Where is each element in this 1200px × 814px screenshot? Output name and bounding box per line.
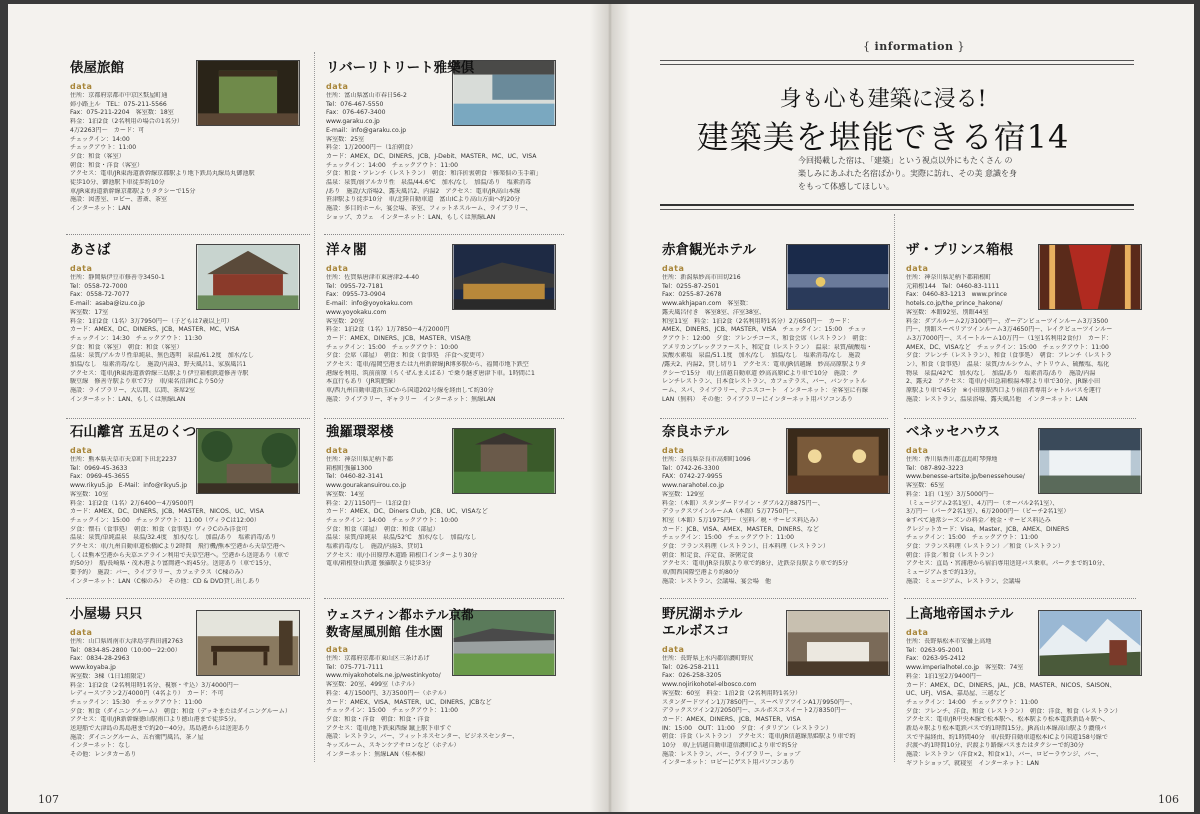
data-label: data: [906, 264, 929, 273]
detail-line: www.nojirikohotel-elbosco.com: [662, 681, 757, 689]
detail-line: 朝食：和定食、洋定食、茶粥定食: [662, 551, 754, 559]
detail-line: 客室数：20室: [326, 317, 365, 325]
detail-line: デラックスツイン2万2050円～、エルボスコスイート2万8350円～: [662, 707, 847, 715]
detail-line: hotels.co.jp/the_prince_hakone/: [906, 300, 1003, 308]
detail-line: 夕食：和食（客室）: [70, 152, 125, 160]
detail-line: 客室数：129室: [662, 490, 705, 498]
detail-line: 露天風呂付き 客室8室、洋室38室、: [662, 308, 766, 316]
detail-line: 客室数：3棟（1日1組限定）: [70, 672, 149, 680]
detail-line: チェックイン：14:00: [70, 135, 130, 143]
detail-line: 料金：2万1150円～（1泊2食）: [326, 499, 415, 507]
detail-line: 夕食：フランス料理（レストラン）／和食（レストラン）: [906, 543, 1064, 551]
detail-line: 客室数：本館92室、別館44室: [906, 308, 989, 316]
detail-line: 夕食：和食（客室） 朝食：和食（客室）: [70, 343, 183, 351]
detail-line: Fax：026-258-3205: [662, 672, 722, 680]
detail-line: 料金：（本館）スタンダードツイン・ダブル2万8875円～、: [662, 499, 824, 507]
data-label: data: [326, 264, 349, 273]
detail-line: 住所：富山県富山市春日56-2: [326, 92, 407, 99]
hotel-name: 赤倉観光ホテル: [662, 242, 756, 258]
detail-line: www.miyakohotels.ne.jp/westinkyoto/: [326, 672, 441, 680]
page-number-right: 106: [1158, 793, 1179, 806]
detail-line: 住所：熊本県天草市天草町下田北2237: [70, 456, 177, 463]
detail-line: Tel：0834-85-2800（10:00～22:00）: [70, 646, 181, 654]
page-gutter: [590, 4, 630, 812]
hotel-entry-prince-hakone: [906, 242, 1140, 416]
detail-line: www.gourakansuirou.co.jp: [326, 482, 407, 490]
detail-line: UC、UFJ、VISA、嘉島屋、三越など: [906, 690, 1006, 698]
detail-line: 和室11室 料金：1泊2食（2名利用時1名分）2万650円～ カード：: [662, 317, 854, 325]
detail-line: Tel：0742-26-3300: [662, 464, 720, 472]
hotel-details: [70, 456, 308, 587]
detail-line: 夕食：懐石（食事処） 朝食：和食（食事処）ヴィラCのみ洋食可: [70, 525, 248, 533]
detail-line: 加温/なし 塩素消毒/なし 施設/内湯3、野天風呂1、家族風呂1: [70, 361, 247, 369]
detail-line: 夕食：和食（部屋） 朝食：和食（部屋）: [326, 525, 439, 533]
page-number-left: 107: [38, 793, 59, 806]
detail-line: Tel：0969-45-3633: [70, 464, 128, 472]
header-rule: [660, 209, 1134, 210]
detail-line: www.garaku.co.jp: [326, 118, 380, 126]
detail-line: 住所：山口県周南市大津島字西田浦2763: [70, 638, 184, 645]
detail-line: 客室数：20室、499室（ホテル）: [326, 681, 419, 689]
entry-separator: [324, 234, 564, 235]
detail-line: 箱根町強羅1300: [326, 464, 372, 472]
hotel-entry-benesse: [906, 424, 1140, 596]
detail-line: カード：JCB、VISA、AMEX、MASTER、DINERS、など: [662, 525, 819, 533]
entry-separator: [66, 234, 310, 235]
detail-line: カード：AMEX、DC、DINERS、JCB、MASTER、NICOS、UC、VISA: [70, 508, 264, 516]
detail-line: E-mail：asaba@izu.co.jp: [70, 300, 145, 308]
hotel-details: [70, 92, 308, 214]
detail-line: 料金：1泊1室2万9400円～: [906, 672, 982, 680]
detail-line: アクセス：車/九州自動車道松橋ICより2時間 飛行機/熊本空港から天草空港へ: [70, 543, 285, 551]
data-label: data: [906, 628, 929, 637]
hotel-name: 強羅環翠楼: [326, 424, 394, 440]
hotel-details: [662, 456, 888, 587]
entry-separator: [904, 598, 1136, 599]
detail-line: 住所：静岡県伊豆市修善寺3450-1: [70, 274, 165, 281]
detail-line: 夕食：和食（ダイニングルーム） 朝食：和食（デッキまたはダイニングルーム）: [70, 707, 291, 715]
detail-line: カード：AMEX、DC、DINERS、JCB、J-Debit、MASTER、MC、UC、VISA: [326, 152, 537, 160]
detail-line: カード：AMEX、DINERS、JCB、MASTER、VISA他: [326, 334, 471, 342]
detail-line: ム3万7000円～、スイートルーム10万円～（1室1名利用2食付） カード：: [906, 334, 1113, 342]
detail-line: www.imperialhotel.co.jp 客室数：74室: [906, 664, 1024, 672]
hotel-entry-kasuien: [326, 606, 566, 776]
hotel-details: [906, 456, 1140, 587]
detail-line: 朝食：洋食（レストラン） アクセス：電車/JR信越線黒姫駅より車で約: [662, 733, 856, 741]
detail-line: 和室（本館）5万1975円～（室料／税・サービス料込み）: [662, 516, 822, 524]
detail-line: 客室数：60室 料金：1泊2食（2名利用時1名分）: [662, 689, 802, 697]
detail-line: アクセス：直島・宮浦港から宿泊専用送迎バス乗車。パークまで約10分、: [906, 560, 1109, 568]
detail-line: チェックイン：14:00 チェックアウト：10:00: [326, 516, 458, 524]
detail-line: インターネット：LAN、もしくは無線LAN: [70, 395, 186, 403]
detail-line: 夕食：フレンチ（レストラン）、和食（食事処） 朝食：フレンチ（レストラ: [906, 352, 1113, 360]
hotel-entry-elbosco: [662, 606, 888, 776]
detail-line: Tel：0263-95-2001: [906, 646, 964, 654]
hotel-entry-kamikochi: [906, 606, 1140, 776]
section-label: { information }: [854, 40, 974, 53]
hotel-name: 奈良ホテル: [662, 424, 729, 440]
column-divider: [314, 52, 315, 762]
detail-line: アクセス：車/小田原厚木道路 箱根口インターより30分: [326, 551, 478, 559]
hotel-entry-tawaraya: [70, 60, 308, 232]
detail-line: 姉小路上ル TEL：075-211-5566: [70, 100, 167, 108]
detail-line: 車/西九州自動車道浜玉ICから国道202号線を経由して約30分: [326, 387, 494, 395]
detail-line: Fax：0955-73-0904: [326, 291, 386, 299]
detail-line: キッズルーム、スキンケアサロンなど（ホテル）: [326, 742, 460, 750]
detail-line: Tel：0460-82-3141: [326, 473, 384, 481]
detail-line: 温泉：泉質/単純温泉 泉温/32.4度 加水/なし 加温/あり 塩素消毒/あり: [70, 534, 277, 542]
detail-line: 物泉 泉温/42℃ 加水/なし 加温/あり 塩素消毒/あり 施設/内湯: [906, 369, 1096, 377]
hotel-entry-nara-hotel: [662, 424, 888, 596]
hotel-details: [906, 638, 1140, 769]
detail-line: 駿豆線 修善寺駅より車で7分 車/東名沼津ICより50分: [70, 378, 224, 386]
detail-line: 客室数：14室: [326, 490, 365, 498]
detail-line: 3万円～（パーク2名1室）、6万2000円～（ビーチ2名1室）: [906, 508, 1070, 516]
detail-line: 施設：ミュージアム、レストラン、会議場: [906, 577, 1021, 585]
data-label: data: [326, 645, 349, 654]
detail-line: 朝食：和食・洋食（客室）: [70, 161, 144, 169]
detail-line: 住所：新潟県妙高市田切216: [662, 274, 741, 281]
detail-line: 料金：1泊2食（2名利用の場合の1名分）: [70, 118, 184, 126]
detail-line: 塩素消毒/なし 施設/内湯3、貸切1: [326, 543, 424, 551]
detail-line: 夕食：和食・洋食 朝食：和食・洋食: [326, 715, 430, 723]
entry-separator: [324, 598, 564, 599]
entry-separator: [660, 418, 888, 419]
detail-line: Tel：0558-72-7000: [70, 282, 128, 290]
detail-line: Fax：075-211-2204 客室数：18室: [70, 109, 174, 117]
detail-line: 車/JR東海道新幹線京都駅よりタクシーで15分: [70, 187, 196, 195]
detail-line: 施設：レストラン、バー、フィットネスセンター、ビジネスセンター、: [326, 733, 519, 741]
detail-line: www.narahotel.co.jp: [662, 482, 724, 490]
detail-line: www.koyaba.jp: [70, 664, 116, 672]
hotel-name: ザ・プリンス箱根: [906, 242, 1014, 258]
detail-line: チェックイン：15:00 チェックアウト：11:00（ヴィラCは12:00）: [70, 516, 260, 524]
detail-line: カード：AMEX、DC、Diners Club、JCB、UC、VISAなど: [326, 508, 488, 516]
detail-line: クシーで15分 車/上信越自動車道 妙高高原ICより車で10分 施設：ク: [662, 369, 859, 377]
hotel-details: [906, 274, 1140, 405]
detail-line: 2、露天2 アクセス：電車/小田急箱根湯本駅より車で30分、JR線小田: [906, 378, 1101, 386]
detail-line: チェックアウト：11:00: [70, 144, 137, 152]
hotel-name: 上高地帝国ホテル: [906, 606, 1014, 622]
detail-line: アクセス：電車/JR奈良駅より車で約8分、近鉄奈良駅より車で約5分: [662, 560, 849, 568]
entry-separator: [324, 418, 564, 419]
hotel-details: [326, 655, 566, 759]
detail-line: レンチレストラン、日本食レストラン、カフェテラス、バー、バンケットル: [662, 378, 867, 386]
detail-line: ミュージアムまで約13分。: [906, 569, 981, 577]
detail-line: 夕食：和食・フレンチ（レストラン） 朝食：和洋折衷朝食「雅楽倶の玉手箱」: [326, 170, 542, 178]
header-rule: [660, 64, 1134, 65]
detail-line: Fax：076-467-3400: [326, 109, 386, 117]
detail-line: インターネット：LAN（C棟のみ） その他：CD & DVD貸し出しあり: [70, 577, 261, 585]
detail-line: 円～、別館スーペリアツインルーム3万4650円～、レイクビューツインルー: [906, 326, 1113, 334]
detail-line: インターネット：なし: [70, 742, 131, 750]
detail-line: アメリカンブレックファースト、和定食（レストラン） 温泉：泉質/硫酸塩・: [662, 343, 873, 351]
detail-line: 4万2263円～ カード：可: [70, 126, 145, 134]
detail-line: インターネット：LAN: [70, 205, 131, 213]
magazine-spread: [8, 4, 1194, 812]
detail-line: チェックイン：15:30 チェックアウト：11:00: [70, 698, 202, 706]
detail-line: 施設：ライブラリー、大広間、広間、茶席2室: [70, 387, 196, 395]
detail-line: 車/関西国際空港より約80分: [662, 569, 739, 577]
entry-separator: [66, 418, 310, 419]
detail-line: ショップ、カフェ インターネット：LAN、もしくは無線LAN: [326, 213, 496, 221]
detail-line: 施設：レストラン、バー、ライブラリー、ショップ: [662, 750, 801, 758]
detail-line: カード：AMEX、DC、DINERS、JAL、JCB、MASTER、NICOS、SAISON、: [906, 681, 1116, 689]
detail-line: 温泉：泉質/弱アルカリ性 泉温/44.6℃ 加水/なし 加温/あり 塩素消毒: [326, 179, 532, 187]
detail-line: カード：AMEX、VISA、MASTER、UC、DINERS、JCBなど: [326, 698, 492, 706]
data-label: data: [662, 264, 685, 273]
header-rule: [660, 204, 1134, 206]
detail-line: チェックイン：15:00 チェックアウト：10:00: [326, 343, 458, 351]
detail-line: 住所：香川県香川郡直島町琴弾地: [906, 456, 998, 463]
detail-line: www.benesse-artsite.jp/benessehouse/: [906, 473, 1025, 481]
detail-line: カード：AMEX、DC、DINERS、JCB、MASTER、MC、VISA: [70, 326, 240, 334]
detail-line: 要予約） 施設：バー、ライブラリー、カフェテラス（C棟のみ）: [70, 569, 247, 577]
hotel-entry-akakura: [662, 242, 888, 416]
detail-line: 朝食：洋食／和食（レストラン）: [906, 551, 998, 559]
hotel-name: 俵屋旅館: [70, 60, 124, 76]
detail-line: 客室数：10室: [70, 490, 109, 498]
detail-line: Fax：0834-28-2963: [70, 655, 130, 663]
detail-line: チェックイン：15:00 チェックアウト：11:00: [326, 707, 458, 715]
detail-line: 夕食：会席（部屋） 朝食：和食（食事処 洋食へ変更可）: [326, 352, 488, 360]
detail-line: レディースプラン2万4000円（4名より） カード：不可: [70, 690, 224, 698]
hotel-name: ウェスティン都ホテル京都 数寄屋風別館 佳水園: [326, 607, 474, 639]
detail-line: クレジットカード：Visa、Master、JCB、AMEX、DINERS: [906, 525, 1070, 533]
detail-line: デラックスツインルームA（本館）5万7750円～、: [662, 508, 801, 516]
detail-line: Fax：0255-87-2678: [662, 291, 722, 299]
detail-line: 施設：レストラン、会議場、宴会場 他: [662, 577, 772, 585]
detail-line: 料金：ダブルルーム2万3100円～、ガーデンビューツインルーム3万3500: [906, 317, 1109, 325]
data-label: data: [662, 446, 685, 455]
detail-line: 原駅より車で45分 ※小田原駅西口より宿泊者専用シャトルバスを運行: [906, 387, 1102, 395]
detail-line: E-mail：info@yoyokaku.com: [326, 300, 413, 308]
detail-line: 10分 車/上信越自動車道信濃町ICより車で約5分: [662, 742, 798, 750]
detail-line: www.yoyokaku.com: [326, 308, 387, 316]
detail-line: しくは熊本空港から天草エアライン利用で天草空港へ。空港から送迎あり（車で: [70, 551, 290, 559]
detail-line: チェックイン：14:00 チェックアウト：11:00: [906, 698, 1038, 706]
detail-line: チェックイン：14:30 チェックアウト：11:30: [70, 334, 202, 342]
detail-line: ※すべて通常シーズンの料金／税金・サービス料込み: [906, 516, 1051, 524]
detail-line: チェックイン：15:00 チェックアウト：11:00: [906, 534, 1038, 542]
detail-line: 施設：ライブラリー、ギャラリー インターネット：無線LAN: [326, 395, 496, 403]
detail-line: アクセス：電車/JR新幹線徳山駅南口より徳山港まで徒歩5分。: [70, 716, 241, 724]
detail-line: 夕食：フランス料理（レストラン）、日本料理（レストラン）: [662, 543, 830, 551]
detail-line: 住所：京都府京都市中京区麩屋町通: [70, 92, 168, 99]
hotel-name: 小屋場 只只: [70, 606, 143, 622]
detail-line: IN：15:00 OUT：11:00 夕食：イタリアン（レストラン）: [662, 724, 832, 732]
data-label: data: [70, 628, 93, 637]
hotel-details: [326, 456, 566, 569]
kicker: 身も心も建築に浸る!: [779, 87, 987, 112]
detail-line: 料金：1万2000円～（1泊朝食）: [326, 144, 417, 152]
detail-line: www.akhjapan.com 客室数：: [662, 300, 752, 308]
detail-line: インターネット：無線LAN（桂本棟）: [326, 750, 430, 758]
data-label: data: [326, 82, 349, 91]
detail-line: アクセス：電車/福岡空港または九州新幹線JR博多駅から、福岡市地下鉄空: [326, 361, 529, 369]
detail-line: 施設：多目的ホール、宴会場、茶室、フィットネスルーム、ライブラリー、: [326, 205, 532, 213]
detail-line: スで平湯経由、約1時間40分 車/長野自動車道松本ICより国道158号線で: [906, 733, 1108, 741]
hotel-entry-kansuirou: [326, 424, 566, 596]
column-divider: [894, 214, 895, 762]
detail-line: （ミュージアム2名1室）、4万円～（オーバル2名1室）、: [906, 499, 1059, 507]
detail-line: アクセス：電車/JR中央本線で松本駅へ、松本駅より松本電鉄新島々駅へ、: [906, 716, 1109, 724]
detail-line: 本直行もあり（JR筑肥線）: [326, 378, 400, 386]
lede-text: 今回掲載した宿は、「建築」という視点以外にもたくさん の楽しみにあふれた名宿ばかり。実際に訪れ、その美 意識を身をもって体感してほしい。: [798, 156, 1018, 191]
detail-line: 住所：神奈川県足柄下郡: [326, 456, 394, 463]
detail-line: その他：レンタカーあり: [70, 751, 137, 759]
detail-line: 徒歩10分、御池駅下車徒歩約10分: [70, 179, 165, 187]
detail-line: /あり 施設/大浴場2、露天風呂2、内湯2 アクセス：電車/JR高山本線: [326, 187, 521, 195]
detail-line: アクセス：電車/JR東海道新幹線三島駅より伊豆箱根鉄道修善寺駅: [70, 369, 249, 377]
detail-line: 夕食：フレンチ、洋食、和食（レストラン） 朝食：洋食、和食（レストラン）: [906, 707, 1122, 715]
detail-line: 沢渡へ約1時間10分、沢渡より路線バスまたはタクシーで約30分: [906, 742, 1084, 750]
detail-line: インターネット：ロビーにゲスト用パソコンあり: [662, 759, 795, 767]
detail-line: 住所：佐賀県唐津市東唐津2-4-40: [326, 274, 420, 281]
hotel-name: 石山離宮 五足のくつ: [70, 424, 197, 440]
detail-line: Fax：0969-45-3655: [70, 473, 130, 481]
detail-line: Tel：075-771-7111: [326, 663, 384, 671]
detail-line: アクセス：電車/地下鉄東西線 蹴上駅下車すぐ: [326, 724, 452, 732]
detail-line: 笹津駅より徒歩10分 車/北陸自動車道 富山ICより高山方面へ約20分: [326, 196, 521, 204]
hotel-details: [70, 274, 308, 405]
detail-line: 温泉：泉質/単純泉 泉温/52℃ 加水/なし 加温/なし: [326, 534, 477, 542]
header-rule: [660, 60, 1134, 61]
hotel-name: 野尻湖ホテル エルボスコ: [662, 606, 743, 639]
detail-line: 住所：長野県上水内郡信濃町野尻: [662, 655, 754, 662]
detail-line: 施設：ダイニングルーム、五右衛門風呂、茶ノ屋: [70, 733, 204, 741]
detail-line: 料金：4万1500円、3万3500円～（ホテル）: [326, 689, 450, 697]
hotel-details: [662, 655, 888, 768]
detail-line: 炭酸水素塩 泉温/51.1度 加水/なし 加温/なし 塩素消毒/なし 施設: [662, 352, 861, 360]
detail-line: AMEX、DINERS、JCB、MASTER、VISA チェックイン：15:00 チェッ: [662, 326, 867, 334]
detail-line: www.rikyu5.jp E-Mail：info@rikyu5.jp: [70, 482, 188, 490]
detail-line: Fax：0460-83-1213 www.prince: [906, 291, 1007, 299]
hotel-entry-asaba: [70, 242, 308, 416]
hotel-entry-garaku: [326, 60, 566, 232]
detail-line: Tel：087-892-3223: [906, 464, 964, 472]
detail-line: チェックイン：14:00 チェックアウト：11:00: [326, 161, 458, 169]
detail-line: Tel：076-467-5550: [326, 100, 384, 108]
detail-line: 新島々駅より松本電鉄バスで約1時間15分。JR高山本線高山駅より濃飛バ: [906, 725, 1107, 733]
detail-line: E-mail：info@garaku.co.jp: [326, 126, 407, 134]
detail-line: 客室数：25室: [326, 135, 365, 143]
detail-line: カード：AMEX、DINERS、JCB、MASTER、VISA: [662, 715, 801, 723]
data-label: data: [70, 446, 93, 455]
entry-separator: [66, 598, 310, 599]
detail-line: ーム、スパ、ライブラリー、テニスコート インターネット：全客室に有線: [662, 387, 868, 395]
detail-line: 元箱根144 Tel：0460-83-1111: [906, 282, 1000, 290]
entry-separator: [904, 418, 1136, 419]
data-label: data: [906, 446, 929, 455]
detail-line: スタンダードツイン1万7850円～、スーペリアツインA1万9950円～、: [662, 698, 857, 706]
detail-line: 施設：レストラン（洋食×2、和食×1）、バー、ロビーラウンジ、バー、: [906, 751, 1103, 759]
detail-line: 港線を利用、筑前前原（ちくぜんまえばる）で乗り継ぎ唐津下車。1時間に1: [326, 369, 535, 377]
detail-line: 料金：1泊2食（2名利用時1名分、視察・サ込）3万4000円～: [70, 681, 239, 689]
detail-line: 料金：1泊（1室）3万5000円～: [906, 490, 995, 498]
hotel-details: [326, 92, 566, 223]
hotel-details: [326, 274, 566, 405]
detail-line: アクセス：電車/JR東海道新幹線京都駅より地下鉄烏丸線烏丸御池駅: [70, 170, 255, 178]
data-label: data: [70, 82, 93, 91]
hotel-name: リバーリトリート雅樂倶: [326, 60, 475, 76]
hotel-details: [70, 638, 308, 760]
detail-line: 客室数：17室: [70, 308, 109, 316]
hotel-entry-goshikinokutsu: [70, 424, 308, 596]
detail-line: Tel：0255-87-2501: [662, 282, 720, 290]
detail-line: 施設：レストラン、温泉浴場、露天風呂他 インターネット：LAN: [906, 395, 1088, 403]
detail-line: 料金：1泊2食（1名）3万7950円～（子どもは7歳以上可）: [70, 317, 233, 325]
detail-line: 住所：長野県松本市安曇上高地: [906, 638, 992, 645]
detail-line: LAN（無料） その他：ライブラリーにインターネット用パソコンあり: [662, 395, 853, 403]
detail-line: 約50分） 船/長崎県・茂木港より富岡港へ約45分。送迎あり（車で15分、: [70, 560, 276, 568]
hotel-name: 洋々閣: [326, 242, 367, 258]
hotel-name: あさば: [70, 242, 111, 258]
data-label: data: [662, 645, 685, 654]
detail-line: ギフトショップ、就寝室 インターネット：LAN: [906, 759, 1039, 767]
detail-line: 送迎船で大津島の馬島港まで約20～40分。馬島港からは送迎あり: [70, 725, 251, 733]
detail-line: /露天2、内湯2、貸し切り1 アクセス：電車/JR信越線 妙高高原駅よりタ: [662, 361, 867, 369]
detail-line: 住所：奈良県奈良市高畑町1096: [662, 456, 751, 463]
hotel-details: [662, 274, 888, 405]
detail-line: 料金：1泊2食（1名）2万6400～4万9500円: [70, 499, 194, 507]
detail-line: 施設：図書室、ロビー、書斎、茶室: [70, 196, 168, 204]
entry-separator: [660, 598, 888, 599]
hotel-entry-yoyokaku: [326, 242, 566, 416]
data-label: data: [326, 446, 349, 455]
detail-line: 料金：1泊2食（1名）1万7850～4万2000円: [326, 326, 450, 334]
page-title: 建築美を堪能できる宿14: [696, 118, 1070, 156]
detail-line: Fax：0558-72-7077: [70, 291, 130, 299]
detail-line: 温泉：泉質/アルカリ性単純泉、無色透明 泉温/61.2度 加水/なし: [70, 352, 255, 360]
data-label: data: [70, 264, 93, 273]
detail-line: 住所：神奈川県足柄下郡箱根町: [906, 274, 992, 281]
detail-line: チェックイン：15:00 チェックアウト：11:00: [662, 534, 794, 542]
hotel-name: ベネッセハウス: [906, 424, 1001, 440]
detail-line: Tel：026-258-2111: [662, 663, 720, 671]
detail-line: FAX：0742-27-9955: [662, 473, 723, 481]
detail-line: Fax：0263-95-2412: [906, 655, 966, 663]
detail-line: ン）、和食（食事処） 温泉：泉質/カルシウム、ナトリウム、硫酸塩、塩化: [906, 361, 1110, 369]
detail-line: 住所：京都府京都市東山区三条けあげ: [326, 655, 430, 662]
detail-line: Tel：0955-72-7181: [326, 282, 384, 290]
detail-line: 客室数：65室: [906, 482, 945, 490]
detail-line: AMEX、DC、VISAなど チェックイン：15:00 チェックアウト：11:00: [906, 343, 1109, 351]
detail-line: 電車/箱根登山鉄道 強羅駅より徒歩3分: [326, 560, 432, 568]
detail-line: クアウト：12:00 夕食：フレンチコース、和食会席（レストラン） 朝食：: [662, 334, 871, 342]
hotel-entry-koyaba: [70, 606, 308, 776]
